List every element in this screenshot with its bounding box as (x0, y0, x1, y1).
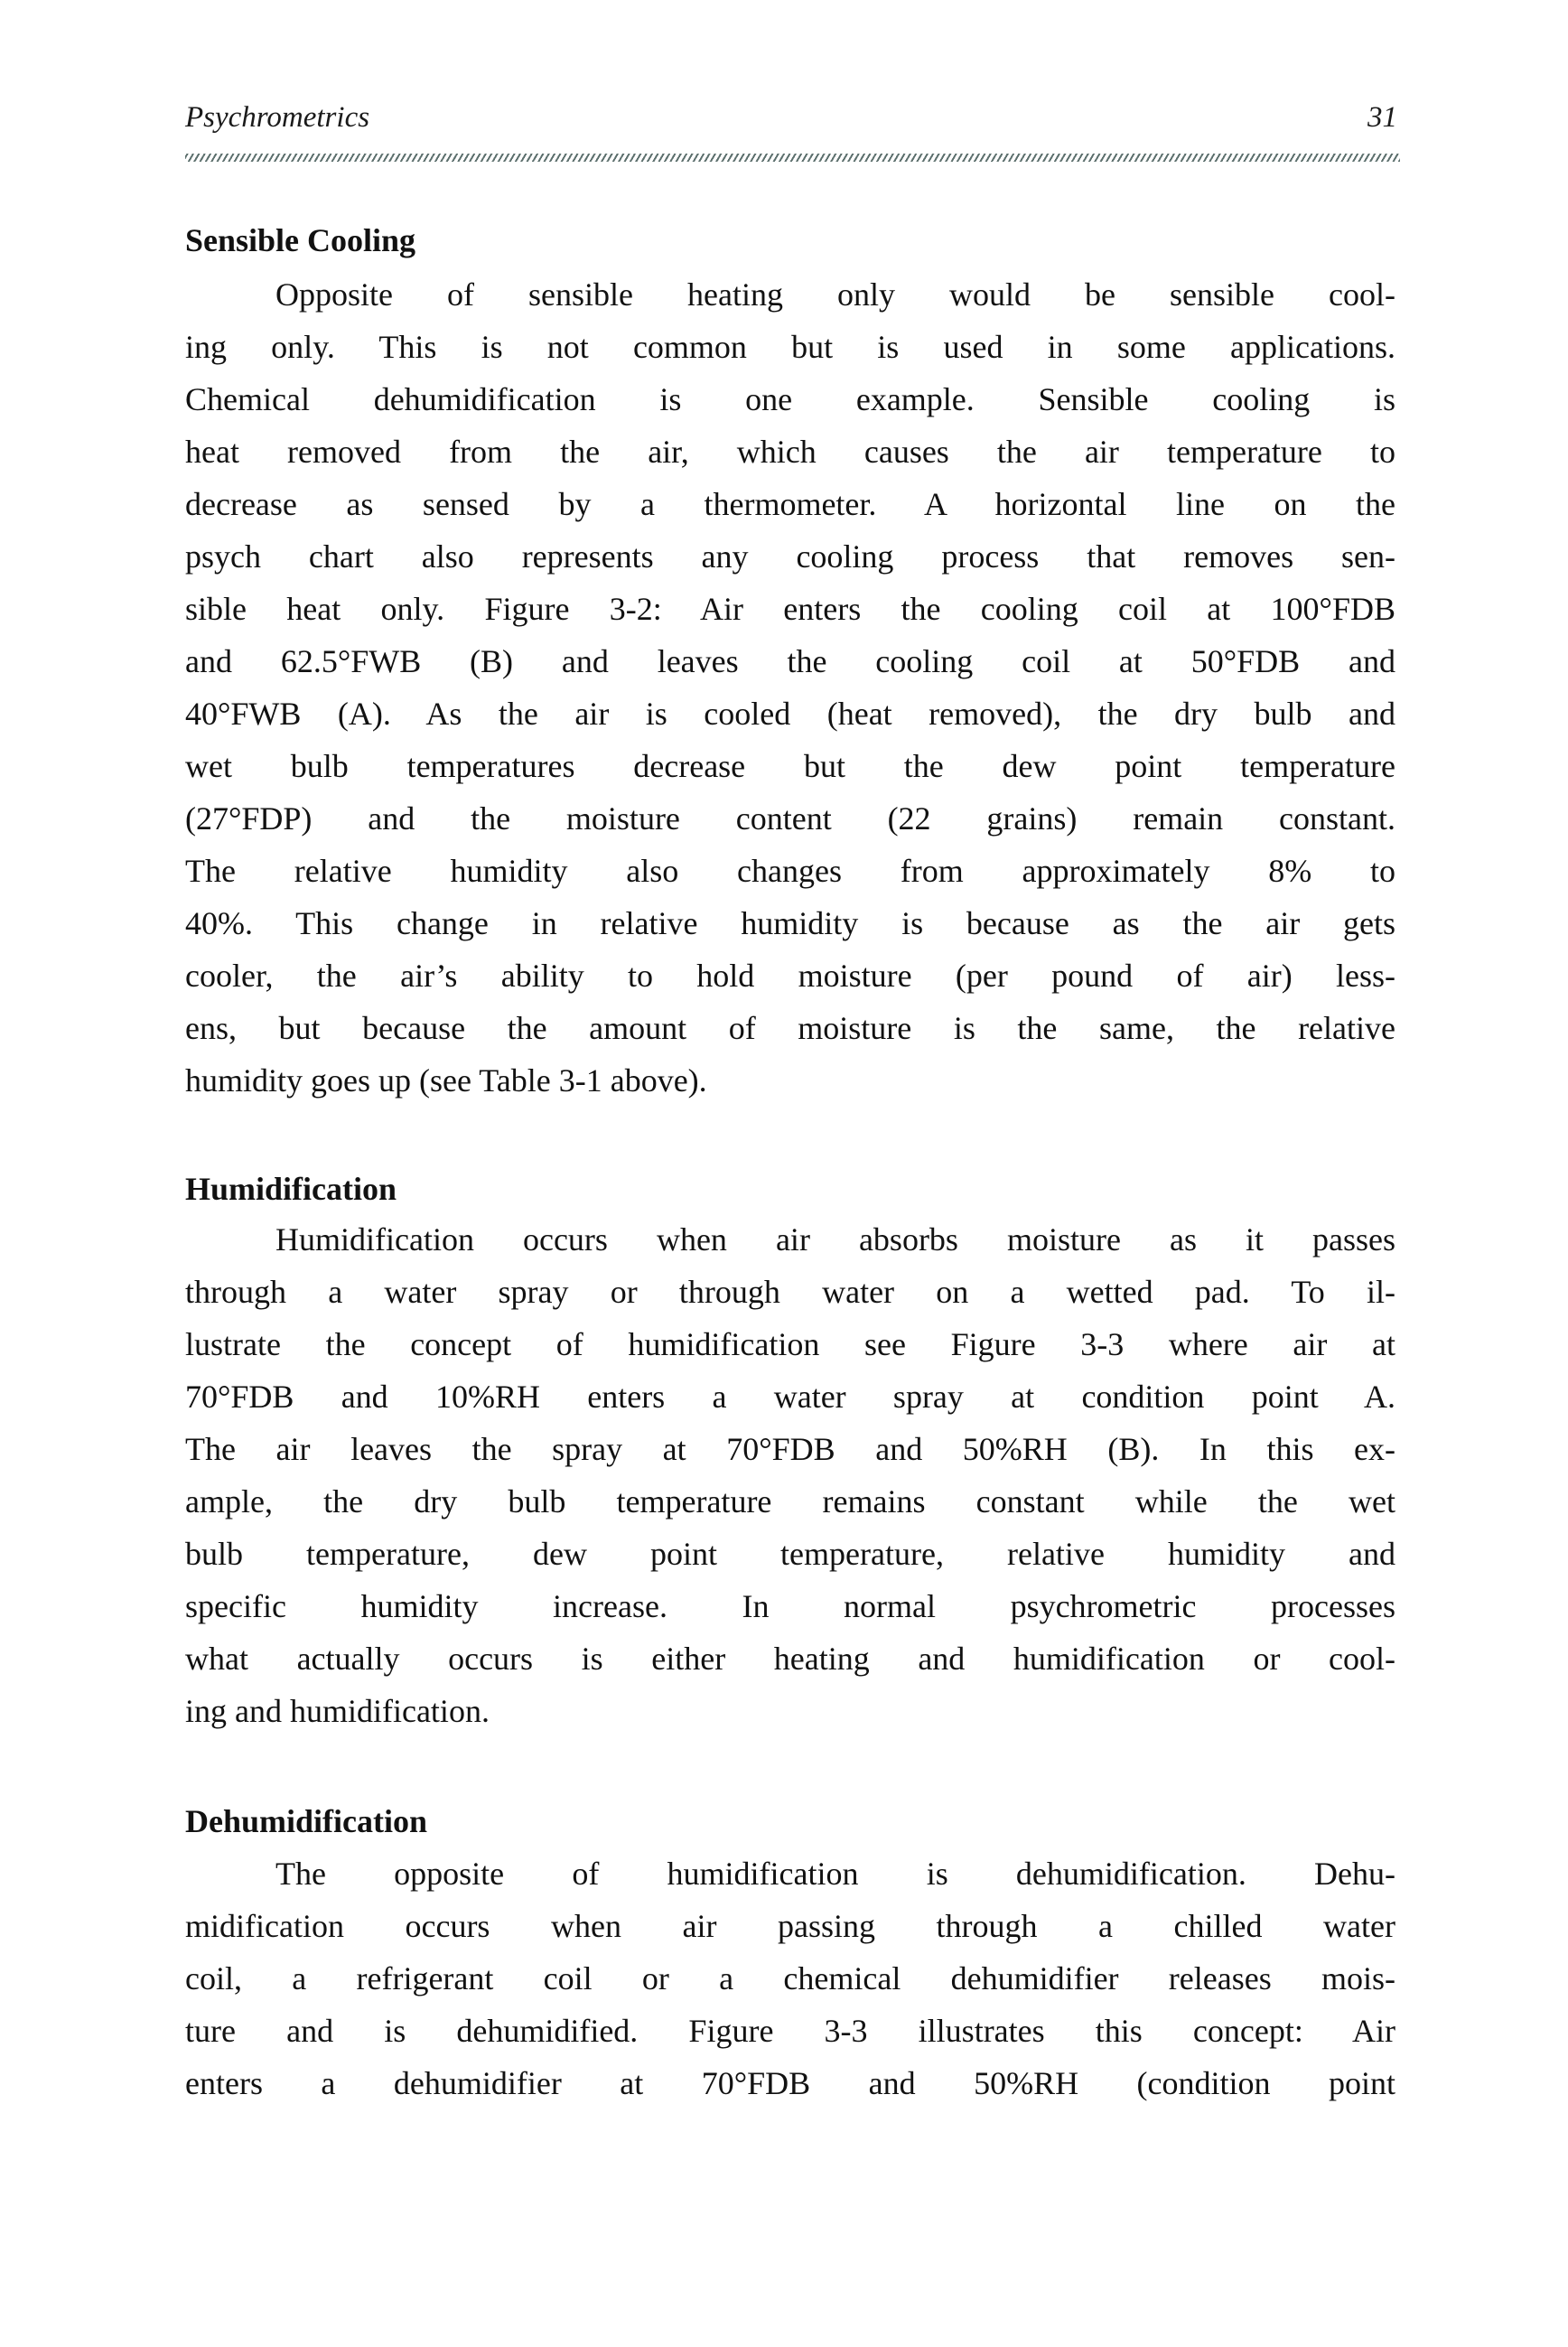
paragraph-line: The air leaves the spray at 70°FDB and 50%RH (B). In this ex- (185, 1431, 1395, 1467)
page-number: 31 (1367, 101, 1397, 134)
paragraph-line: humidity goes up (see Table 3-1 above). (185, 1062, 707, 1099)
paragraph-line: (27°FDP) and the moisture content (22 grains) remain constant. (185, 800, 1395, 837)
paragraph-line: ing only. This is not common but is used in some applications. (185, 329, 1395, 365)
paragraph-line: The opposite of humidification is dehumidification. Dehu- (275, 1856, 1395, 1892)
paragraph-line: wet bulb temperatures decrease but the dew point temperature (185, 748, 1395, 784)
paragraph-line: 40°FWB (A). As the air is cooled (heat removed), the dry bulb and (185, 696, 1395, 732)
paragraph-line: decrease as sensed by a thermometer. A horizontal line on the (185, 486, 1395, 522)
paragraph-line: coil, a refrigerant coil or a chemical dehumidifier releases mois- (185, 1960, 1395, 1996)
paragraph-line: specific humidity increase. In normal psychrometric processes (185, 1588, 1395, 1624)
paragraph-line: ample, the dry bulb temperature remains constant while the wet (185, 1483, 1395, 1519)
running-head-title: Psychrometrics (185, 101, 370, 134)
running-head (185, 98, 1397, 137)
paragraph-line: The relative humidity also changes from approximately 8% to (185, 853, 1395, 889)
paragraph-line: heat removed from the air, which causes the air temperature to (185, 434, 1395, 470)
paragraph-line: bulb temperature, dew point temperature, relative humidity and (185, 1536, 1395, 1572)
section-heading-humidification: Humidification (185, 1171, 397, 1207)
paragraph-line: midification occurs when air passing through a chilled water (185, 1908, 1395, 1944)
section-heading-sensible-cooling: Sensible Cooling (185, 222, 416, 258)
paragraph-line: lustrate the concept of humidification see Figure 3-3 where air at (185, 1326, 1395, 1362)
paragraph-line: Opposite of sensible heating only would be sensible cool- (275, 276, 1395, 313)
paragraph-line: sible heat only. Figure 3-2: Air enters the cooling coil at 100°FDB (185, 591, 1395, 627)
paragraph-line: ture and is dehumidified. Figure 3-3 illustrates this concept: Air (185, 2013, 1395, 2049)
paragraph-line: 40%. This change in relative humidity is because as the air gets (185, 905, 1395, 941)
paragraph-line: ens, but because the amount of moisture is the same, the relative (185, 1010, 1395, 1046)
paragraph-line: 70°FDB and 10%RH enters a water spray at condition point A. (185, 1379, 1395, 1415)
paragraph-line: Chemical dehumidification is one example. Sensible cooling is (185, 381, 1395, 417)
paragraph-line: Humidification occurs when air absorbs moisture as it passes (275, 1221, 1395, 1258)
hatched-header-rule (185, 154, 1400, 162)
paragraph-line: what actually occurs is either heating and humidification or cool- (185, 1641, 1395, 1677)
paragraph-line: psych chart also represents any cooling process that removes sen- (185, 538, 1395, 575)
paragraph-line: and 62.5°FWB (B) and leaves the cooling coil at 50°FDB and (185, 643, 1395, 679)
paragraph-line: through a water spray or through water on a wetted pad. To il- (185, 1274, 1395, 1310)
paragraph-line: cooler, the air’s ability to hold moisture (per pound of air) less- (185, 958, 1395, 994)
section-heading-dehumidification: Dehumidification (185, 1803, 428, 1839)
paragraph-line: ing and humidification. (185, 1693, 490, 1729)
paragraph-line: enters a dehumidifier at 70°FDB and 50%RH (condition point (185, 2065, 1395, 2101)
